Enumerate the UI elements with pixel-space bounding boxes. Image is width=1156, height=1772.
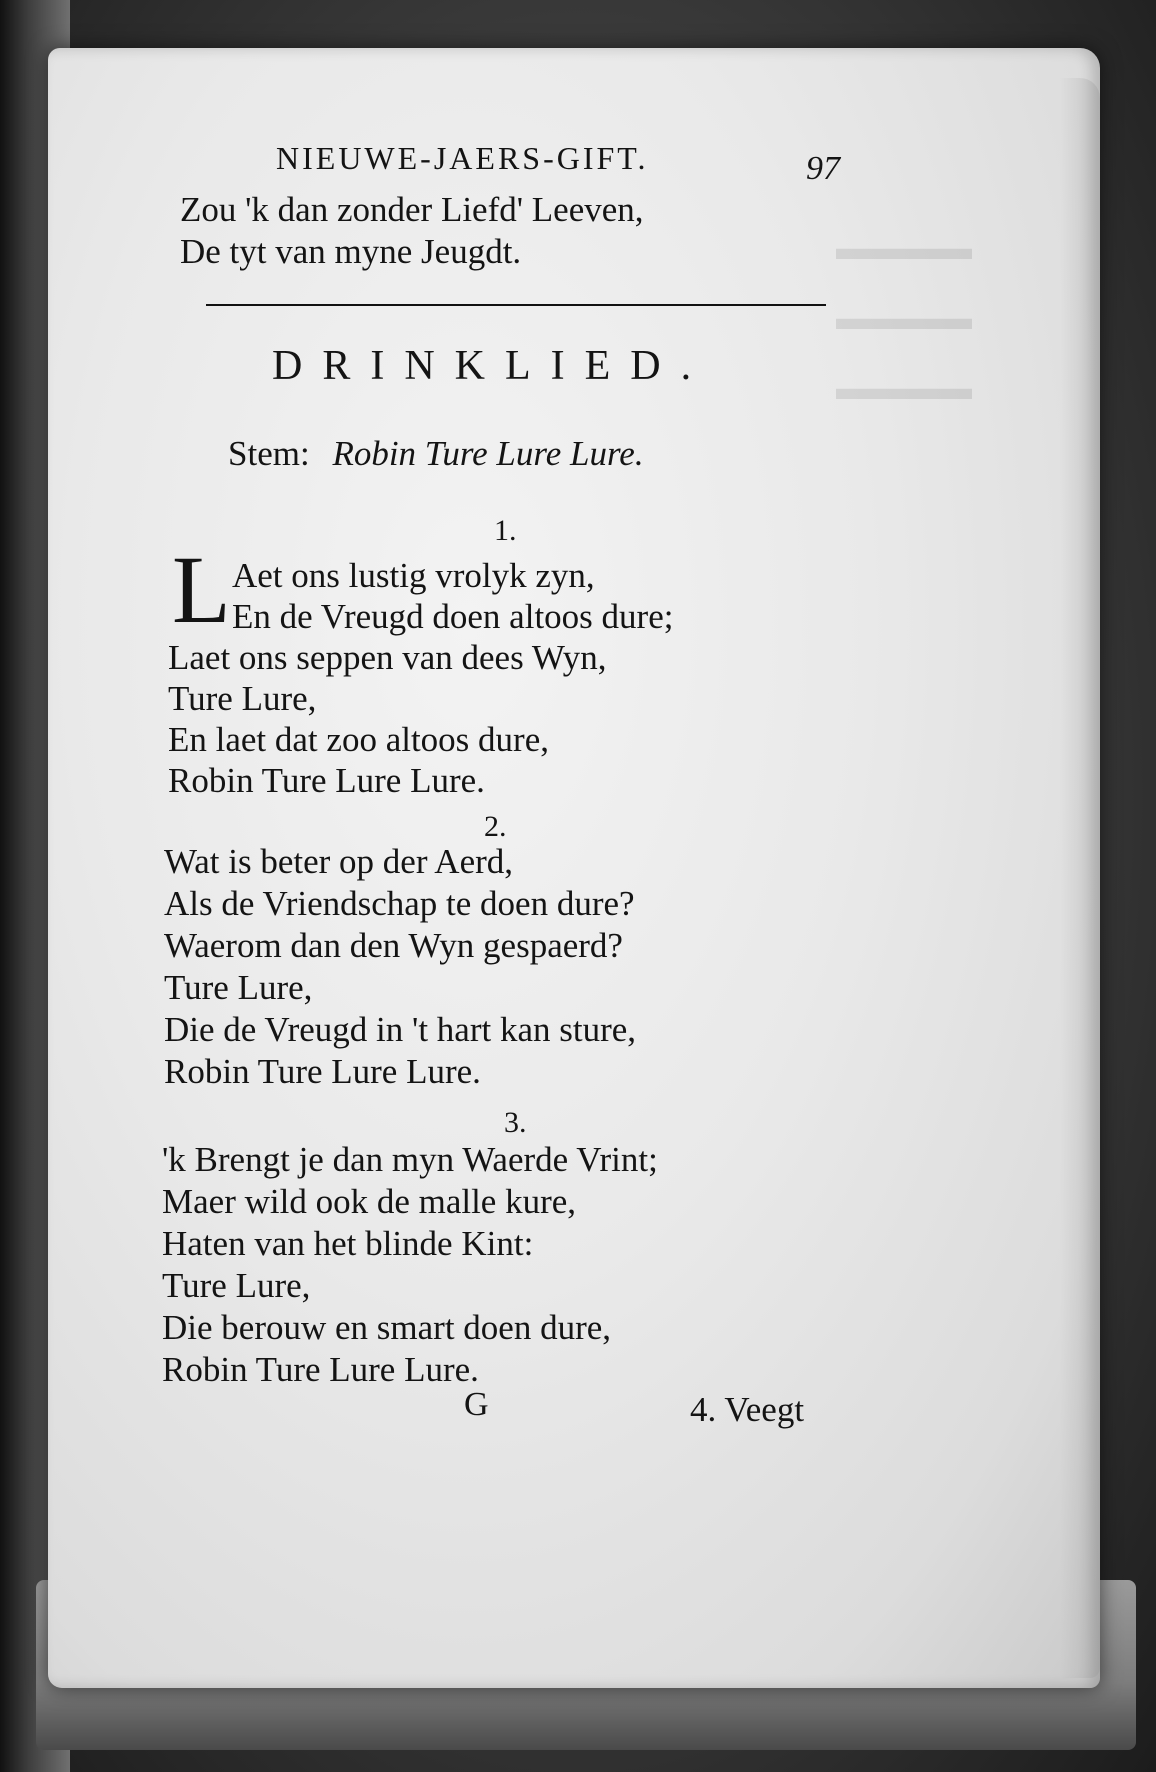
- intro-line: De tyt van myne Jeugdt.: [180, 232, 522, 271]
- verse-line: En de Vreugd doen altoos dure;: [232, 597, 674, 636]
- verse-line: Robin Ture Lure Lure.: [162, 1350, 479, 1389]
- verse-line: Maer wild ook de malle kure,: [162, 1182, 577, 1221]
- catchword: 4. Veegt: [690, 1390, 805, 1429]
- verse-line: Haten van het blinde Kint:: [162, 1224, 534, 1263]
- tune-label: Stem:: [228, 434, 310, 473]
- tune-indication: [228, 434, 644, 474]
- stanza-number: 2.: [484, 810, 507, 843]
- verse-line: Laet ons seppen van dees Wyn,: [168, 638, 607, 677]
- verse-line: Robin Ture Lure Lure.: [168, 761, 485, 800]
- page-number: 97: [806, 150, 840, 187]
- verse-line: Wat is beter op der Aerd,: [164, 842, 514, 881]
- bleed-through-mark: ▬▬▬▬: [836, 300, 972, 337]
- tune-name: Robin Ture Lure Lure.: [332, 434, 644, 473]
- intro-line: Zou 'k dan zonder Liefd' Leeven,: [180, 190, 644, 229]
- verse-line: En laet dat zoo altoos dure,: [168, 720, 549, 759]
- stanza-number: 1.: [494, 514, 517, 547]
- song-title: DRINKLIED.: [272, 343, 712, 389]
- verse-line: Ture Lure,: [168, 679, 317, 718]
- running-header: NIEUWE-JAERS-GIFT.: [276, 140, 649, 176]
- bleed-through-mark: ▬▬▬▬: [836, 370, 972, 407]
- verse-line: Robin Ture Lure Lure.: [164, 1052, 481, 1091]
- verse-line: Waerom dan den Wyn gespaerd?: [164, 926, 623, 965]
- verse-line: Die de Vreugd in 't hart kan sture,: [164, 1010, 637, 1049]
- verse-line: Ture Lure,: [162, 1266, 311, 1305]
- verse-line: Aet ons lustig vrolyk zyn,: [232, 556, 595, 595]
- verse-line: Die berouw en smart doen dure,: [162, 1308, 612, 1347]
- verse-line: Ture Lure,: [164, 968, 313, 1007]
- stanza-number: 3.: [504, 1106, 527, 1139]
- bleed-through-mark: ▬▬▬▬: [836, 230, 972, 267]
- verse-line: 'k Brengt je dan myn Waerde Vrint;: [162, 1140, 658, 1179]
- section-divider: [206, 304, 826, 306]
- drop-cap: L: [172, 536, 231, 643]
- verse-line: Als de Vriendschap te doen dure?: [164, 884, 635, 923]
- signature-mark: G: [464, 1386, 489, 1423]
